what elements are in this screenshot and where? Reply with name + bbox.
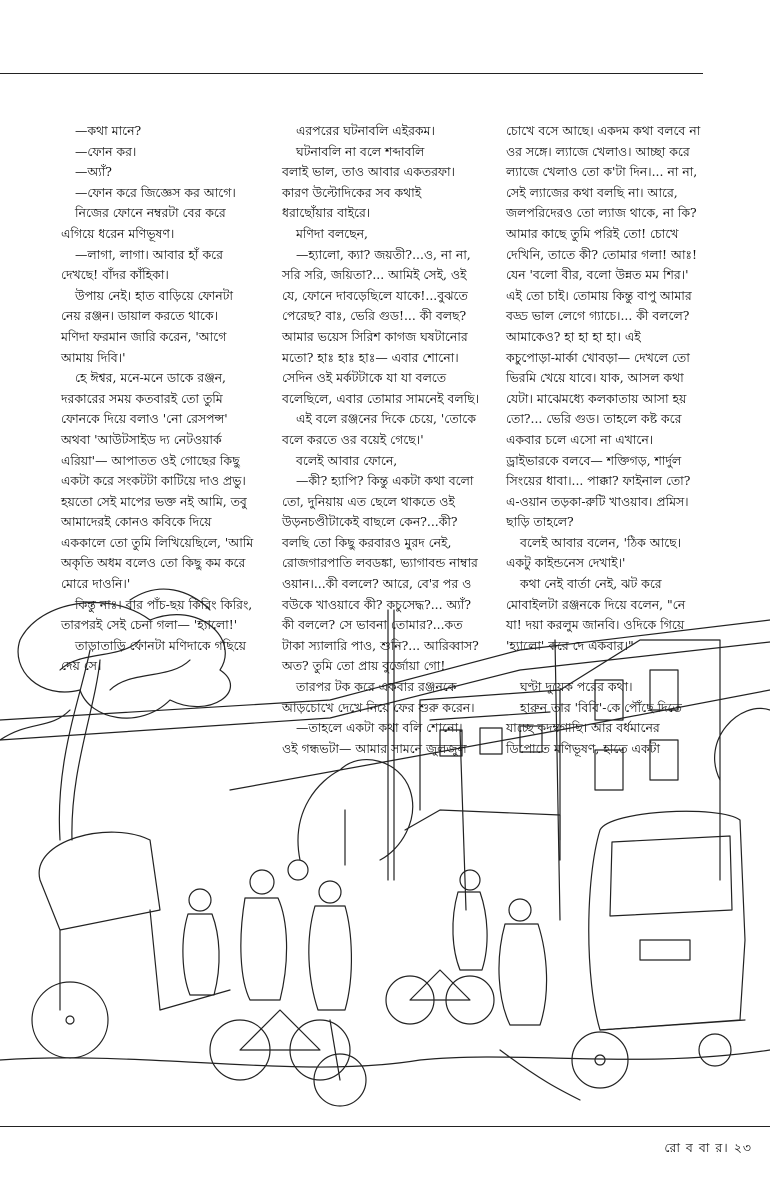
- text-line: ছাড়ি তাহলে?: [506, 514, 574, 530]
- auto-rickshaw-right: [572, 811, 745, 1088]
- text-line: বলেই আবার ফোনে,: [296, 452, 398, 468]
- text-line: —তাহলে একটা কথা বলি শোনো।: [296, 720, 463, 736]
- text-line: ডিপোতে মণিভূষণ, হাতে একটা: [506, 740, 660, 756]
- text-line: এরিয়া'— আপাতত ওই গোছের কিছু: [61, 452, 240, 468]
- text-line: আমাকেও? হা হা হা হা। এই: [506, 328, 641, 344]
- text-line: নেয় রঞ্জন। ডায়াল করতে থাকে।: [61, 308, 218, 324]
- text-line: দেয় সে।: [61, 658, 102, 674]
- text-line: আমায় দিবি।': [61, 349, 126, 365]
- text-line: যেন 'বলো বীর, বলো উন্নত মম শির।': [506, 267, 689, 283]
- text-line: কথা নেই বার্তা নেই, ঝট করে: [520, 576, 662, 592]
- buildings: [405, 640, 720, 880]
- text-line: এগিয়ে ধরেন মণিভূষণ।: [61, 225, 175, 241]
- text-line: কী বললে? সে ভাবনা তোমার?...কত: [282, 617, 463, 633]
- text-line: জলপরিদেরও তো ল্যাজ থাকে, না কি?: [506, 205, 697, 221]
- text-line: অকৃতি অধম বলেও তো কিছু কম করে: [61, 555, 246, 571]
- text-line: ধরাছোঁয়ার বাইরে।: [282, 205, 371, 221]
- text-line: —হ্যালো, ক্যা? জয়তী?...ও, না না,: [296, 246, 471, 262]
- text-line: কচুপোড়া-মার্কা খোবড়া— দেখলে তো: [506, 349, 690, 365]
- bicycles: [210, 970, 494, 1106]
- text-line: যাচ্ছে কদম্বগাছি। আর বর্ধমানের: [506, 720, 660, 736]
- text-line: বলেছিলে, এবার তোমার সামনেই বলছি।: [282, 390, 480, 406]
- text-line: উড়নচণ্ডীটাকেই বাছলে কেন?...কী?: [282, 514, 458, 530]
- utility-poles: [0, 610, 770, 920]
- crowd-figures: [183, 860, 547, 1025]
- text-line: হারুন তার 'বিবি'-কে পৌঁছে দিতে: [520, 699, 682, 715]
- text-line: এ-ওয়ান তড়কা-রুটি খাওয়াব। প্রমিস।: [506, 493, 689, 509]
- text-line: একবার চলে এসো না এখানে।: [506, 431, 654, 447]
- text-line: বড্ড ভাল লেগে গ্যাচে।... কী বললে?: [506, 308, 690, 324]
- bottom-rule: [0, 1126, 770, 1127]
- text-line: মতো? হাঃ হাঃ হাঃ— এবার শোনো।: [282, 349, 459, 365]
- text-line: বলছি তো কিছু করবারও মুরদ নেই,: [282, 534, 452, 550]
- text-line: দেখছে! বাঁদর কাঁহিকা।: [61, 267, 169, 283]
- text-line: এই তো চাই। তোমায় কিন্তু বাপু আমার: [506, 287, 692, 303]
- text-line: তাড়াতাড়ি ফোনটা মণিদাকে গছিয়ে: [75, 637, 246, 653]
- street-ground: [0, 1050, 770, 1100]
- text-line: নিজের ফোনে নম্বরটা বের করে: [75, 205, 226, 221]
- text-line: ল্যাজে খেলাও তো ক'টা দিন।... না না,: [506, 164, 698, 180]
- text-line: আমার কাছে তুমি পরিই তো! চোখে: [506, 225, 679, 241]
- text-line: এই বলে রঞ্জনের দিকে চেয়ে, 'তোকে: [296, 411, 476, 427]
- text-line: সেই ল্যাজের কথা বলছি না। আরে,: [506, 184, 678, 200]
- text-line: সেদিন ওই মর্কটটাকে যা যা বলতে: [282, 370, 447, 386]
- text-line: মণিদা ফরমান জারি করেন, 'আগে: [61, 328, 227, 344]
- left-tree: [0, 589, 230, 840]
- text-line: যে, ফোনে দাবড়েছিলে যাকে!...বুঝতে: [282, 287, 468, 303]
- text-line: কিন্তু নাঃ। বার পাঁচ-ছয় কিরিং কিরিং,: [75, 596, 253, 612]
- text-line: অত? তুমি তো প্রায় বুর্জোয়া গো!: [282, 658, 446, 674]
- middle-trees: [298, 708, 770, 865]
- text-line: ওয়ান।...কী বললে? আরে, বে'র পর ও: [282, 576, 472, 592]
- text-line: আমার ভয়েস সিরিশ কাগজ ঘষটানোর: [282, 328, 468, 344]
- text-line: —কী? হ্যাপি? কিন্তু একটা কথা বলো: [296, 473, 474, 489]
- text-line: ঘণ্টা দুয়েক পরের কথা।: [520, 679, 633, 695]
- text-line: একটু কাইন্ডনেস দেখাই।': [506, 555, 626, 571]
- text-line: তো, দুনিয়ায় এত ছেলে থাকতে ওই: [282, 493, 455, 509]
- text-line: হে ঈশ্বর, মনে-মনে ডাকে রঞ্জন,: [75, 370, 226, 386]
- text-line: হয়তো সেই মাপের ভক্ত নই আমি, তবু: [61, 493, 247, 509]
- text-line: এরপরের ঘটনাবলি এইরকম।: [296, 123, 435, 138]
- text-line: এককালে তো তুমি লিখিয়েছিলে, 'আমি: [61, 534, 254, 550]
- text-line: মোবাইলটা রঞ্জনকে দিয়ে বলেন, "নে: [506, 596, 686, 612]
- text-line: 'হ্যালো' করে দে একবার।": [506, 637, 634, 653]
- rickshaw-left: [32, 832, 230, 1058]
- text-line: সিংয়ের ধাবা।... পাক্কা? ফাইনাল তো?: [506, 473, 691, 489]
- text-line: —অ্যাঁ?: [75, 164, 112, 180]
- text-line: ড্রাইভারকে বলবে— শক্তিগড়, শার্দুল: [506, 452, 682, 468]
- text-line: ঘটনাবলি না বলে শব্দাবলি: [296, 143, 425, 159]
- text-line: আড়চোখে দেখে নিয়ে ফের শুরু করেন।: [282, 699, 475, 715]
- text-line: একটা করে সংকটটা কাটিয়ে দাও প্রভু।: [61, 473, 246, 489]
- text-line: ওর সঙ্গে। ল্যাজে খেলাও। আচ্ছা করে: [506, 143, 690, 159]
- text-line: ফোনকে দিয়ে বলাও 'নো রেসপন্স': [61, 411, 228, 427]
- text-line: বলেই আবার বলেন, 'ঠিক আছে।: [520, 534, 682, 550]
- top-rule: [0, 73, 703, 74]
- page-footer: রো ব বা র। ২৩: [664, 1140, 752, 1155]
- text-line: ওই গন্ধভটা— আমার সামনে জুলজুল: [282, 740, 467, 756]
- text-line: —ফোন কর।: [75, 143, 137, 159]
- text-line: টাকা স্যালারি পাও, শুনি?... আরিব্বাস?: [282, 637, 479, 653]
- text-line: —কথা মানে?: [75, 123, 142, 138]
- text-line: যেটা। মাঝেমধ্যে কলকাতায় আসা হয়: [506, 390, 687, 406]
- text-line: মোরে দাওনি।': [61, 576, 131, 592]
- text-line: বলাই ভাল, তাও আবার একতরফা।: [282, 164, 455, 180]
- text-line: দরকারের সময় কতবারই তো তুমি: [61, 390, 223, 406]
- text-line: তারপর টক করে একবার রঞ্জনকে: [296, 679, 457, 695]
- text-line: ভিরমি খেয়ে যাবে। যাক, আসল কথা: [506, 370, 684, 386]
- text-line: —লাগা, লাগা। আবার হাঁ করে: [75, 246, 223, 262]
- text-line: দেখিনি, তাতে কী? তোমার গলা! আঃ!: [506, 246, 697, 262]
- text-line: কারণ উল্টোদিকের সব কথাই: [282, 184, 422, 200]
- text-line: অথবা 'আউটসাইড দ্য নেটওয়ার্ক: [61, 431, 222, 447]
- text-line: তারপরই সেই চেনা গলা— 'হ্যালো!': [61, 617, 238, 633]
- text-line: সরি সরি, জয়িতা?... আমিই সেই, ওই: [282, 267, 467, 283]
- text-line: বউকে খাওয়াবে কী? কচুসেদ্ধ?... অ্যাঁ?: [282, 596, 472, 612]
- text-line: মণিদা বলছেন,: [296, 225, 368, 241]
- text-line: রোজগারপাতি লবডঙ্কা, ভ্যাগাবন্ড নাম্বার: [282, 555, 478, 571]
- text-line: চোখে বসে আছে। একদম কথা বলবে না: [506, 123, 701, 138]
- text-line: —ফোন করে জিজ্ঞেস কর আগে।: [75, 184, 236, 200]
- text-line: যা! দয়া করলুম জানবি। ওদিকে গিয়ে: [506, 617, 685, 633]
- text-line: উপায় নেই। হাত বাড়িয়ে ফোনটা: [75, 287, 233, 303]
- text-line: পেরেছ? বাঃ, ভেরি গুড!... কী বলছ?: [282, 308, 467, 324]
- text-line: আমাদেরই কোনও কবিকে দিয়ে: [61, 514, 212, 530]
- text-line: বলে করতে ওর বয়েই গেছে।': [282, 431, 424, 447]
- street-scene-illustration: [0, 580, 770, 1110]
- text-line: তো?... ভেরি গুড। তাহলে কষ্ট করে: [506, 411, 682, 427]
